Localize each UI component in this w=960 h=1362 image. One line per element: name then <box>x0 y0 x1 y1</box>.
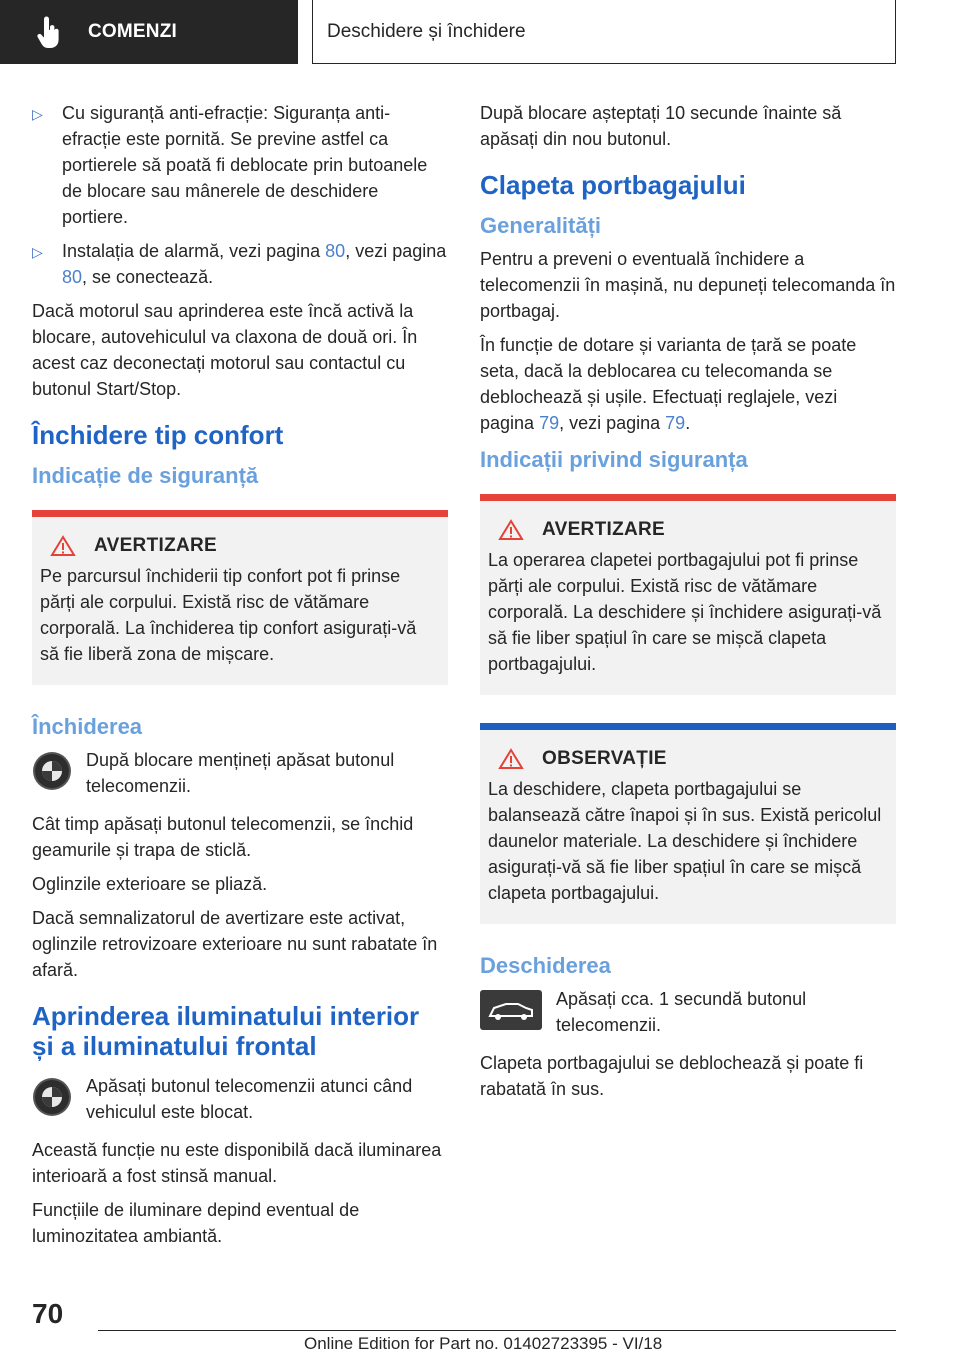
page-link[interactable]: 80 <box>62 267 83 287</box>
note-box <box>480 723 896 924</box>
warning-triangle-icon <box>498 748 524 770</box>
paragraph: Dacă motorul sau aprinderea este încă activă la blocare, autovehiculul va claxona de două ori. În acest caz deconectați motorul sau contactul cu butonul Start/Stop. <box>32 301 418 399</box>
warning-title-text: AVERTIZARE <box>94 535 217 556</box>
remote-instruction <box>32 747 448 799</box>
remote-instruction <box>480 986 896 1038</box>
heading-confort: Închidere tip confort <box>32 420 284 450</box>
bullet-text: Cu siguranță anti-efracție: Siguranța anti-efracție este pornită. Se previne astfel ca portierele să poată fi deblocate prin butoanele de blocare sau mânerele de deschidere portiere. <box>62 103 428 227</box>
paragraph: Clapeta portbagajului se deblochează și poate fi rabatată în sus. <box>480 1053 864 1099</box>
warning-text: La operarea clapetei portbagajului pot fi prinse părți ale corpului. Există risc de vătămare corporală. La deschidere și închidere asigurați-vă să fie liber spațiul în care se mișcă clapeta portbagajului. <box>488 550 882 674</box>
heading-inchiderea: Închiderea <box>32 714 143 739</box>
note-title <box>488 748 888 770</box>
left-column <box>32 100 448 1257</box>
heading-deschiderea: Deschiderea <box>480 953 611 978</box>
trunk-button-icon <box>480 990 542 1030</box>
warning-box <box>32 510 448 685</box>
warning-title <box>488 519 888 541</box>
bmw-logo-icon <box>32 1077 72 1117</box>
bmw-logo-icon <box>32 751 72 791</box>
paragraph: Această funcție nu este disponibilă dacă iluminarea interioară a fost stinsă manual. <box>32 1140 442 1186</box>
heading-aprinderea: Aprinderea iluminatului interior și a iluminatului frontal <box>32 1001 420 1061</box>
paragraph: Dacă semnalizatorul de avertizare este activat, oglinzile retrovizoare exterioare nu sunt rabatate în afară. <box>32 908 438 980</box>
triangle-bullet-icon: ▷ <box>32 106 43 122</box>
heading-clapeta: Clapeta portbagajului <box>480 170 746 200</box>
warning-text: Pe parcursul închiderii tip confort pot fi prinse părți ale corpului. Există risc de vătămare corporală. La închiderea tip confort asigurați-vă să fie liberă zona de mișcare. <box>40 566 417 664</box>
note-title-text: OBSERVAȚIE <box>542 748 667 769</box>
bullet-text: , se conectează. <box>82 267 214 287</box>
right-column <box>480 100 896 1110</box>
note-text: La deschidere, clapeta portbagajului se balansează către înapoi și în sus. Există pericolul daunelor materiale. La deschidere și închidere asigurați-vă să fie liber spațiul în care se mișcă clapeta portbagajului. <box>488 779 882 903</box>
chapter-tab[interactable] <box>0 0 298 64</box>
hand-pointer-icon <box>34 15 64 49</box>
footer-edition: Online Edition for Part no. 01402723395 - VI/18 <box>304 1334 663 1353</box>
page-link[interactable]: 80 <box>325 241 346 261</box>
warning-box <box>480 494 896 695</box>
footer-divider <box>98 1330 896 1331</box>
instruction-text: Apăsați cca. 1 secundă butonul telecomenzii. <box>556 989 807 1035</box>
section-title: Deschidere și închidere <box>312 0 896 64</box>
heading-indicatii: Indicații privind siguranța <box>480 447 748 472</box>
page-link[interactable]: 79 <box>539 413 560 433</box>
heading-generalitati: Generalități <box>480 213 602 238</box>
list-item <box>32 238 448 290</box>
bullet-text: , vezi pagina <box>345 241 447 261</box>
paragraph: Cât timp apăsați butonul telecomenzii, se închid geamurile și trapa de sticlă. <box>32 814 414 860</box>
list-item <box>32 100 448 230</box>
remote-instruction <box>32 1073 448 1125</box>
heading-indicatie: Indicație de siguranță <box>32 463 259 488</box>
warning-triangle-icon <box>498 519 524 541</box>
bullet-text: Instalația de alarmă, vezi pagina <box>62 241 326 261</box>
page-number: 70 <box>32 1298 64 1329</box>
paragraph: Oglinzile exterioare se pliază. <box>32 874 268 894</box>
paragraph <box>480 332 896 436</box>
chapter-label: COMENZI <box>88 21 178 42</box>
warning-triangle-icon <box>50 535 76 557</box>
paragraph-text: , vezi pagina <box>559 413 666 433</box>
warning-title-text: AVERTIZARE <box>542 519 665 540</box>
page-link[interactable]: 79 <box>665 413 686 433</box>
paragraph-text: . <box>685 413 691 433</box>
paragraph: După blocare așteptați 10 secunde înainte să apăsați din nou butonul. <box>480 103 842 149</box>
instruction-text: După blocare mențineți apăsat butonul telecomenzii. <box>86 750 395 796</box>
instruction-text: Apăsați butonul telecomenzii atunci când vehiculul este blocat. <box>86 1076 413 1122</box>
paragraph: Pentru a preveni o eventuală închidere a telecomenzii în mașină, nu depuneți telecomanda în portbagaj. <box>480 249 896 321</box>
paragraph: Funcțiile de iluminare depind eventual de luminozitatea ambiantă. <box>32 1200 360 1246</box>
triangle-bullet-icon: ▷ <box>32 244 43 260</box>
paragraph-text: În funcție de dotare și varianta de țară se poate seta, dacă la deblocarea cu telecomanda se deblochează și ușile. Efectuați reglajele, vezi pagina <box>480 335 857 433</box>
warning-title <box>40 535 440 557</box>
